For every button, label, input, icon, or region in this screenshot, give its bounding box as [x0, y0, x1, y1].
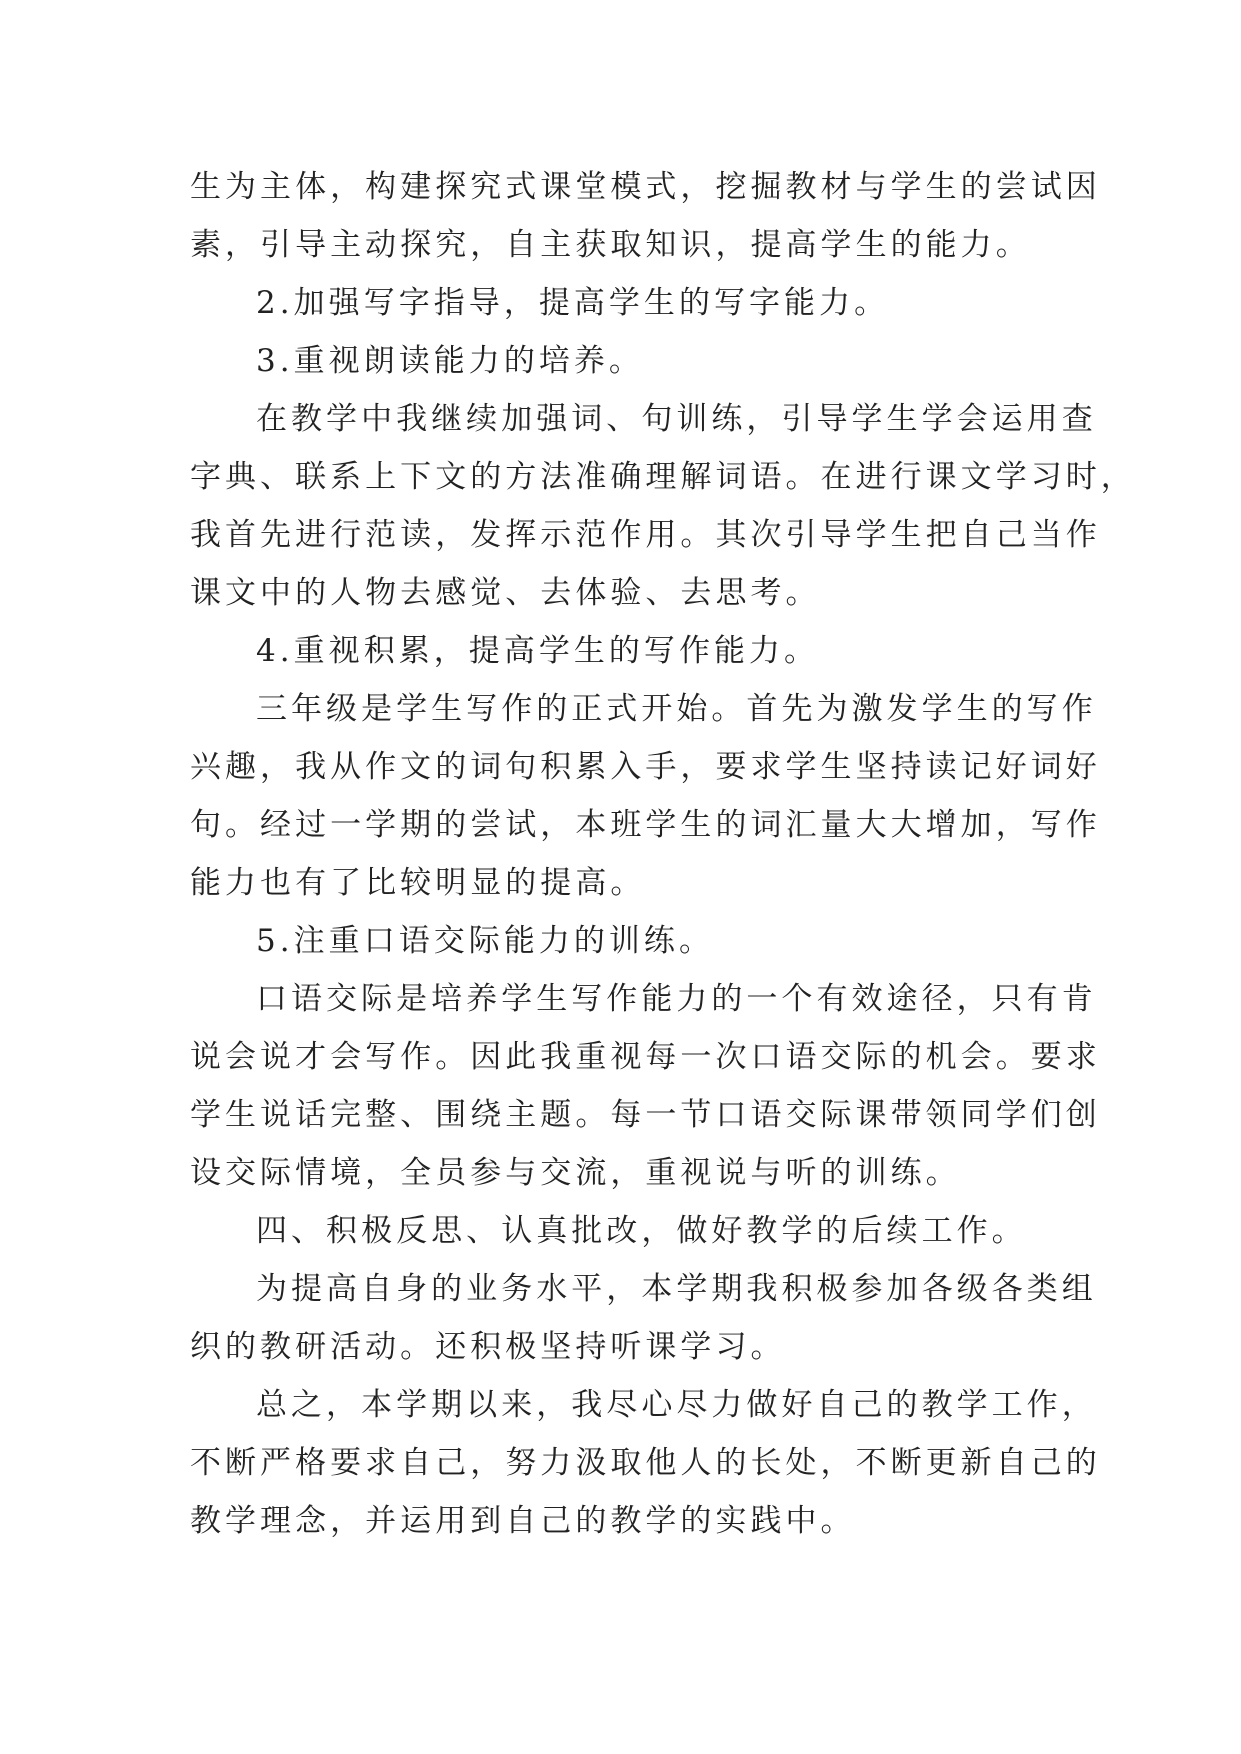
text-line: 四、积极反思、认真批改，做好教学的后续工作。: [256, 1213, 1027, 1249]
text-line: 说会说才会写作。因此我重视每一次口语交际的机会。要求: [190, 1039, 1101, 1075]
text-line: 三年级是学生写作的正式开始。首先为激发学生的写作: [256, 691, 1097, 727]
text-line: 口语交际是培养学生写作能力的一个有效途径，只有肯: [256, 981, 1097, 1017]
text-line: 5.注重口语交际能力的训练。: [256, 923, 714, 959]
text-line: 生为主体，构建探究式课堂模式，挖掘教材与学生的尝试因: [190, 169, 1101, 205]
text-line: 句。经过一学期的尝试，本班学生的词汇量大大增加，写作: [190, 807, 1101, 843]
text-line: 素，引导主动探究，自主获取知识，提高学生的能力。: [190, 227, 1031, 263]
text-line: 设交际情境，全员参与交流，重视说与听的训练。: [190, 1155, 961, 1191]
text-line: 在教学中我继续加强词、句训练，引导学生学会运用查: [256, 401, 1097, 437]
text-line: 为提高自身的业务水平，本学期我积极参加各级各类组: [256, 1271, 1097, 1307]
text-line: 3.重视朗读能力的培养。: [256, 343, 644, 379]
text-line: 兴趣，我从作文的词句积累入手，要求学生坚持读记好词好: [190, 749, 1101, 785]
text-line: 学生说话完整、围绕主题。每一节口语交际课带领同学们创: [190, 1097, 1101, 1133]
text-line: 织的教研活动。还积极坚持听课学习。: [190, 1329, 786, 1365]
text-line: 2.加强写字指导，提高学生的写字能力。: [256, 285, 890, 321]
text-line: 教学理念，并运用到自己的教学的实践中。: [190, 1503, 856, 1539]
text-line: 能力也有了比较明显的提高。: [190, 865, 646, 901]
document-body: [190, 158, 1136, 1550]
text-line: 不断严格要求自己，努力汲取他人的长处，不断更新自己的: [190, 1445, 1101, 1481]
text-line: 4.重视积累，提高学生的写作能力。: [256, 633, 820, 669]
text-line: 总之，本学期以来，我尽心尽力做好自己的教学工作，: [256, 1387, 1097, 1423]
text-line: 课文中的人物去感觉、去体验、去思考。: [190, 575, 821, 611]
text-line: 字典、联系上下文的方法准确理解词语。在进行课文学习时，: [190, 459, 1136, 495]
text-line: 我首先进行范读，发挥示范作用。其次引导学生把自己当作: [190, 517, 1101, 553]
